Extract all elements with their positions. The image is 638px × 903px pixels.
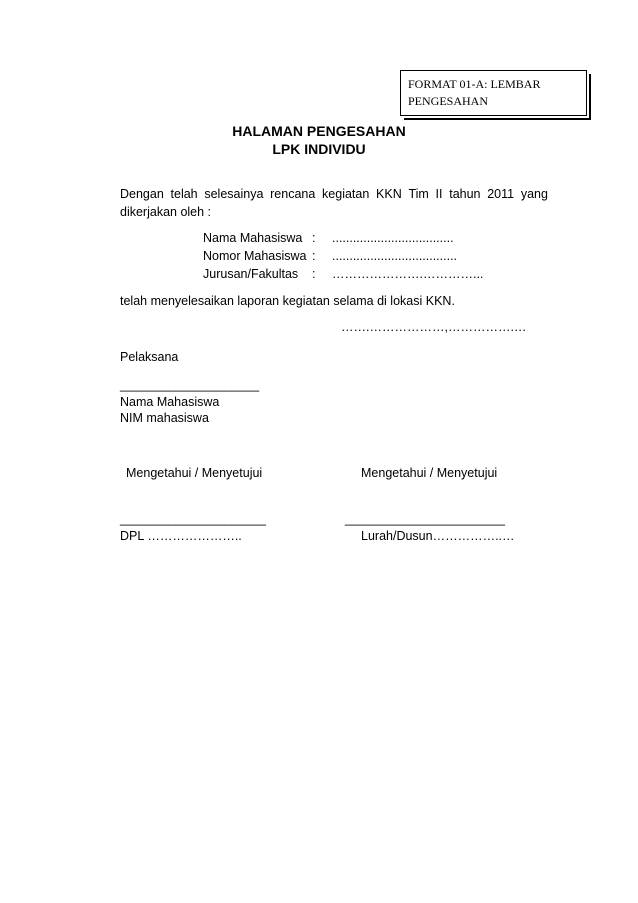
field-label-jurusan: Jurusan/Fakultas: [203, 267, 299, 281]
pelaksana-nim: NIM mahasiswa: [120, 411, 209, 425]
approval-right-name: Lurah/Dusun……………..…: [361, 529, 515, 543]
approval-left-name: DPL …………………..: [120, 529, 242, 543]
intro-word: Dengan: [120, 187, 164, 201]
intro-word: yang: [520, 187, 548, 201]
approval-right-title: Mengetahui / Menyetujui: [361, 466, 498, 480]
pelaksana-label: Pelaksana: [120, 350, 179, 364]
intro-word: kegiatan: [322, 187, 370, 201]
intro-word: tahun: [449, 187, 481, 201]
intro-word: rencana: [270, 187, 316, 201]
field-value-nama: ...................................: [332, 231, 454, 245]
approval-right-signature-line: _______________________: [345, 512, 505, 526]
pelaksana-name: Nama Mahasiswa: [120, 395, 220, 409]
pelaksana-signature-line: ____________________: [120, 378, 260, 392]
field-sep: :: [312, 249, 316, 263]
intro-word: KKN: [376, 187, 402, 201]
page-subtitle: LPK INDIVIDU: [272, 141, 366, 157]
statement-text: telah menyelesaikan laporan kegiatan selama di lokasi KKN.: [120, 294, 455, 308]
format-label-line1: FORMAT 01-A: LEMBAR: [408, 77, 541, 91]
field-value-nomor: ....................................: [332, 249, 458, 263]
intro-word: selesainya: [204, 187, 264, 201]
approval-left-title: Mengetahui / Menyetujui: [126, 466, 263, 480]
intro-line-2: dikerjakan oleh :: [120, 205, 212, 219]
intro-word: 2011: [487, 187, 515, 201]
intro-word: telah: [170, 187, 198, 201]
intro-word: II: [435, 187, 443, 201]
field-sep: :: [312, 231, 316, 245]
place-date: …….………………,…………….…: [341, 320, 527, 334]
intro-line-1: [120, 187, 548, 201]
field-label-nama: Nama Mahasiswa: [203, 231, 303, 245]
field-value-jurusan: ………………….…………...: [332, 267, 484, 281]
approval-left-signature-line: _____________________: [120, 512, 266, 526]
page-title: HALAMAN PENGESAHAN: [232, 123, 406, 139]
field-sep: :: [312, 267, 316, 281]
intro-word: Tim: [408, 187, 429, 201]
field-label-nomor: Nomor Mahasiswa: [203, 249, 307, 263]
format-label-box: [400, 70, 587, 116]
format-label-line2: PENGESAHAN: [408, 94, 489, 108]
